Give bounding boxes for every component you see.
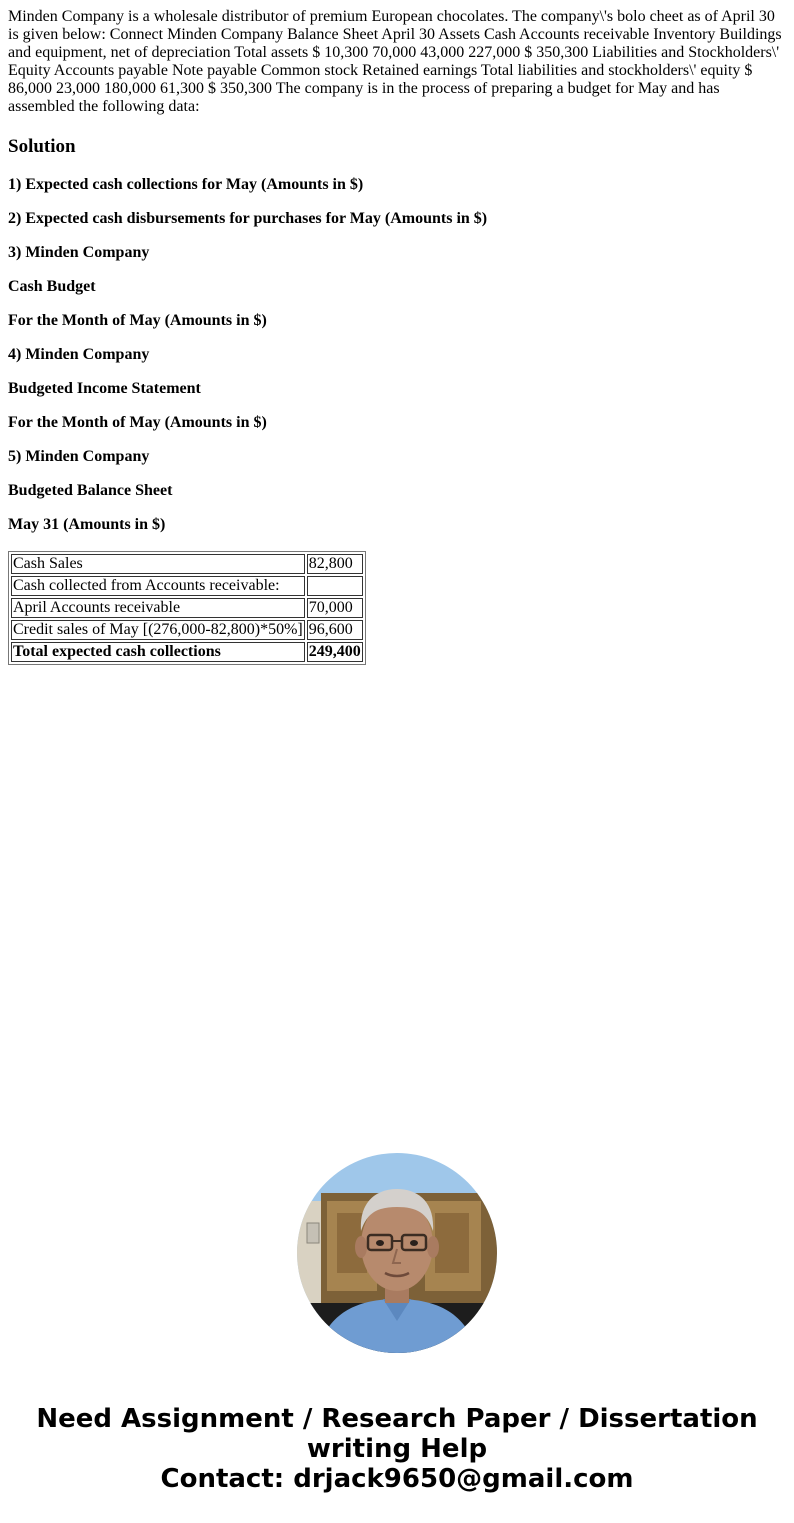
- table-row: [11, 554, 363, 574]
- income-statement-period: For the Month of May (Amounts in $): [8, 414, 267, 431]
- author-photo-image: [297, 1153, 497, 1353]
- promo-line-2: writing Help: [306, 1434, 488, 1464]
- page-content: [0, 0, 794, 665]
- promo-line-1: Need Assignment / Research Paper / Dissertation: [36, 1404, 758, 1434]
- balance-sheet-title: Budgeted Balance Sheet: [8, 482, 173, 499]
- row-value: 96,600: [307, 620, 363, 640]
- step-4-heading: 4) Minden Company: [8, 346, 150, 363]
- total-label: Total expected cash collections: [11, 642, 305, 662]
- total-row: [11, 642, 363, 662]
- step-5-heading: 5) Minden Company: [8, 448, 150, 465]
- author-photo: [297, 1153, 497, 1353]
- solution-heading: Solution: [8, 136, 76, 157]
- row-value: [307, 576, 363, 596]
- row-label: Cash collected from Accounts receivable:: [11, 576, 305, 596]
- step-1-heading: 1) Expected cash collections for May (Amounts in $): [8, 176, 364, 193]
- promo-banner: [0, 1404, 794, 1494]
- problem-statement: Minden Company is a wholesale distributor of premium European chocolates. The company\'s bolo cheet as of April 30 is given below: Connect Minden Company Balance Sheet April 30 Assets Cash Accounts receivable Inventory Buildings and equipment, net of depreciation Total assets $ 10,300 70,000 43,000 227,000 $ 350,300 Liabilities and Stockholders\' Equity Accounts payable Note payable Common stock Retained earnings Total liabilities and stockholders\' equity $ 86,000 23,000 180,000 61,300 $ 350,300 The company is in the process of preparing a budget for May and has assembled the following data:: [8, 8, 782, 115]
- balance-sheet-date: May 31 (Amounts in $): [8, 516, 166, 533]
- cash-budget-period: For the Month of May (Amounts in $): [8, 312, 267, 329]
- row-label: Cash Sales: [11, 554, 305, 574]
- cash-collections-table: [8, 551, 366, 665]
- row-value: 70,000: [307, 598, 363, 618]
- total-value: 249,400: [308, 643, 361, 660]
- table-row: [11, 576, 363, 596]
- row-label: Credit sales of May [(276,000-82,800)*50%]: [13, 621, 303, 638]
- income-statement-title: Budgeted Income Statement: [8, 380, 201, 397]
- step-3-heading: 3) Minden Company: [8, 244, 150, 261]
- row-value: 82,800: [307, 554, 363, 574]
- row-label: April Accounts receivable: [11, 598, 305, 618]
- cash-budget-title: Cash Budget: [8, 278, 96, 295]
- step-2-heading: 2) Expected cash disbursements for purchases for May (Amounts in $): [8, 210, 488, 227]
- table-row: [11, 620, 363, 640]
- promo-contact: Contact: drjack9650@gmail.com: [160, 1464, 634, 1494]
- table-row: [11, 598, 363, 618]
